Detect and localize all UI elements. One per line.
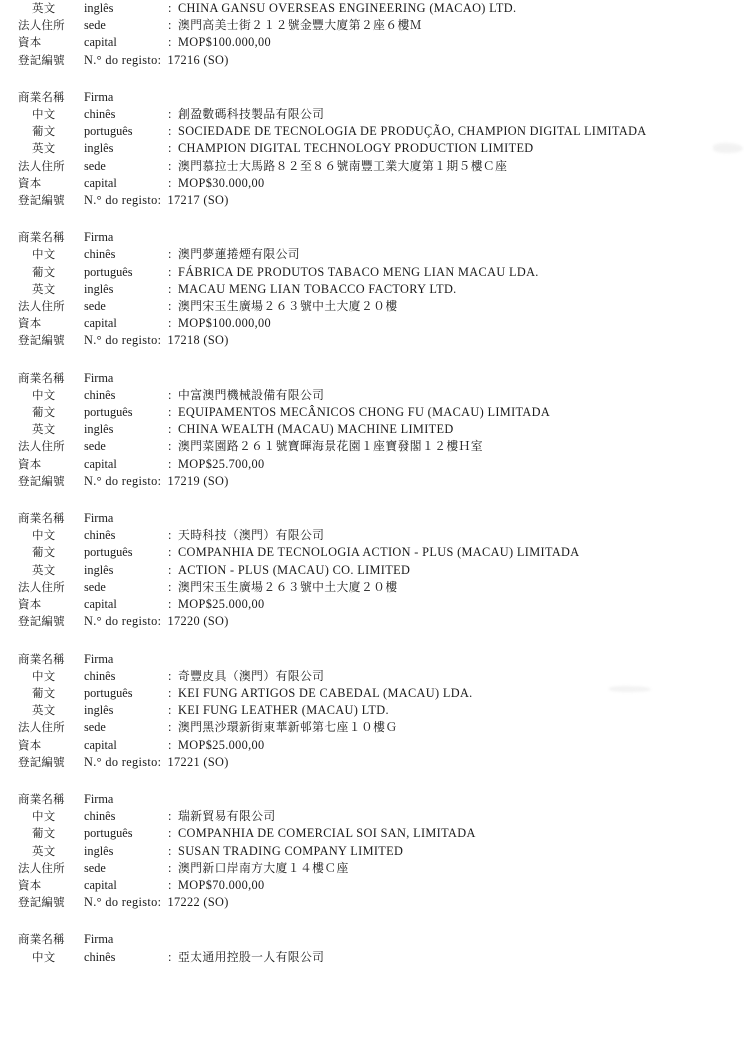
registo-value: 17216 (SO) [167,52,229,67]
capital-label-cn: 資本 [18,737,42,752]
firma-row [18,651,744,668]
firma-label-pt: Firma [84,791,114,806]
chinese-label-cn: 中文 [32,387,56,402]
capital-label-cn: 資本 [18,35,42,50]
capital-row [18,877,744,894]
sede-label-pt: sede [84,720,106,735]
portuguese-name-row [18,123,744,140]
chinese-name-value: 亞太通用控股一人有限公司 [178,949,325,964]
firma-row [18,510,744,527]
capital-label-pt: capital [84,597,117,612]
firma-label-cn: 商業名稱 [18,511,65,526]
registo-row [18,192,744,209]
firma-row [18,89,744,106]
chinese-label-pt: chinês [84,247,116,262]
registo-label-pt: N.° do registo: [84,895,162,910]
firma-label-pt: Firma [84,511,114,526]
english-label-cn: 英文 [32,422,56,437]
portuguese-name-value: SOCIEDADE DE TECNOLOGIA DE PRODUÇÃO, CHAMPION DIGITAL LIMITADA [178,124,647,139]
colon: : [168,387,172,402]
registo-label-pt: N.° do registo: [84,333,162,348]
registo-label-cn: 登記編號 [18,333,65,348]
firma-label-pt: Firma [84,89,114,104]
sede-label-pt: sede [84,439,106,454]
colon: : [168,107,172,122]
sede-label-pt: sede [84,158,106,173]
english-name-row [18,702,744,719]
chinese-name-value: 天時科技（澳門）有限公司 [178,528,325,543]
portuguese-name-row [18,264,744,281]
sede-value: 澳門宋玉生廣場２６３號中土大廈２０樓 [178,579,398,594]
chinese-label-cn: 中文 [32,949,56,964]
capital-label-cn: 資本 [18,175,42,190]
sede-label-cn: 法人住所 [18,579,65,594]
sede-row [18,158,744,175]
portuguese-name-row [18,825,744,842]
english-label-cn: 英文 [32,1,56,15]
chinese-label-cn: 中文 [32,528,56,543]
scan-artifact [609,686,651,692]
portuguese-name-value: COMPANHIA DE TECNOLOGIA ACTION - PLUS (MACAU) LIMITADA [178,545,580,560]
sede-row [18,579,744,596]
company-entry [0,931,744,965]
colon: : [168,809,172,824]
chinese-name-value: 奇豐皮具（澳門）有限公司 [178,668,325,683]
capital-value: MOP$25.700,00 [178,456,265,471]
chinese-name-value: 瑞新貿易有限公司 [178,809,276,824]
sede-value: 澳門新口岸南方大廈１４樓Ｃ座 [178,860,349,875]
sede-label-pt: sede [84,299,106,314]
registo-row [18,754,744,771]
colon: : [168,949,172,964]
company-entry [0,370,744,490]
english-name-row [18,140,744,157]
capital-value: MOP$25.000,00 [178,737,265,752]
company-entry [0,229,744,349]
registo-label-pt: N.° do registo: [84,473,162,488]
portuguese-label-cn: 葡文 [32,405,56,420]
sede-label-pt: sede [84,860,106,875]
english-label-pt: inglês [84,843,114,858]
capital-label-pt: capital [84,35,117,50]
portuguese-label-pt: português [84,405,133,420]
chinese-label-cn: 中文 [32,668,56,683]
sede-row [18,298,744,315]
colon: : [168,826,172,841]
chinese-label-pt: chinês [84,809,116,824]
portuguese-label-cn: 葡文 [32,826,56,841]
registo-label-cn: 登記編號 [18,193,65,208]
colon: : [168,860,172,875]
portuguese-label-cn: 葡文 [32,545,56,560]
registo-row [18,332,744,349]
chinese-name-row [18,668,744,685]
registo-row [18,894,744,911]
firma-label-cn: 商業名稱 [18,89,65,104]
capital-row [18,596,744,613]
firma-label-cn: 商業名稱 [18,791,65,806]
colon: : [168,737,172,752]
capital-label-pt: capital [84,175,117,190]
chinese-label-pt: chinês [84,668,116,683]
sede-label-pt: sede [84,579,106,594]
registo-label-cn: 登記編號 [18,614,65,629]
english-name-row [18,843,744,860]
english-name-row [18,562,744,579]
chinese-name-row [18,808,744,825]
sede-label-cn: 法人住所 [18,18,65,33]
colon: : [168,545,172,560]
registo-row [18,473,744,490]
colon: : [168,720,172,735]
chinese-name-row [18,949,744,966]
portuguese-label-pt: português [84,826,133,841]
registo-value: 17217 (SO) [167,193,229,208]
english-label-cn: 英文 [32,703,56,718]
english-label-cn: 英文 [32,141,56,156]
colon: : [168,703,172,718]
chinese-name-value: 創盈數碼科技製品有限公司 [178,107,325,122]
colon: : [168,247,172,262]
capital-row [18,175,744,192]
portuguese-name-row [18,404,744,421]
registo-value: 17222 (SO) [167,895,229,910]
capital-label-pt: capital [84,877,117,892]
colon: : [168,141,172,156]
capital-value: MOP$70.000,00 [178,877,265,892]
sede-value: 澳門黑沙環新街東華新邨第七座１０樓Ｇ [178,720,398,735]
sede-value: 澳門慕拉士大馬路８２至８６號南豐工業大廈第１期５樓Ｃ座 [178,158,508,173]
company-entry [0,651,744,771]
colon: : [168,158,172,173]
capital-value: MOP$100.000,00 [178,316,272,331]
registo-value: 17221 (SO) [167,754,229,769]
firma-row [18,229,744,246]
colon: : [168,299,172,314]
chinese-label-cn: 中文 [32,107,56,122]
firma-label-pt: Firma [84,651,114,666]
english-label-cn: 英文 [32,843,56,858]
registo-label-pt: N.° do registo: [84,754,162,769]
sede-label-cn: 法人住所 [18,439,65,454]
colon: : [168,264,172,279]
english-label-pt: inglês [84,562,114,577]
capital-label-cn: 資本 [18,316,42,331]
colon: : [168,668,172,683]
company-entry [0,791,744,911]
english-name-row [18,421,744,438]
english-label-pt: inglês [84,422,114,437]
english-name-value: CHAMPION DIGITAL TECHNOLOGY PRODUCTION LIMITED [178,141,534,156]
capital-label-pt: capital [84,316,117,331]
colon: : [168,124,172,139]
portuguese-label-cn: 葡文 [32,264,56,279]
capital-label-cn: 資本 [18,597,42,612]
portuguese-label-pt: português [84,545,133,560]
chinese-name-row [18,106,744,123]
sede-label-cn: 法人住所 [18,860,65,875]
chinese-label-pt: chinês [84,949,116,964]
english-label-pt: inglês [84,1,114,15]
portuguese-label-cn: 葡文 [32,685,56,700]
sede-row [18,719,744,736]
company-entry [0,89,744,209]
english-label-cn: 英文 [32,562,56,577]
portuguese-name-value: EQUIPAMENTOS MECÂNICOS CHONG FU (MACAU) LIMITADA [178,405,551,420]
colon: : [168,281,172,296]
registo-label-cn: 登記編號 [18,473,65,488]
sede-row [18,860,744,877]
colon: : [168,843,172,858]
capital-row [18,315,744,332]
registo-value: 17218 (SO) [167,333,229,348]
colon: : [168,579,172,594]
english-name-row [18,0,744,17]
portuguese-name-value: KEI FUNG ARTIGOS DE CABEDAL (MACAU) LDA. [178,685,473,700]
capital-value: MOP$30.000,00 [178,175,265,190]
registo-value: 17220 (SO) [167,614,229,629]
capital-value: MOP$100.000,00 [178,35,272,50]
colon: : [168,597,172,612]
capital-label-pt: capital [84,737,117,752]
sede-row [18,17,744,34]
english-name-value: ACTION - PLUS (MACAU) CO. LIMITED [178,562,411,577]
chinese-name-value: 澳門夢蓮捲煙有限公司 [178,247,300,262]
colon: : [168,316,172,331]
colon: : [168,1,172,15]
portuguese-name-row [18,544,744,561]
firma-label-cn: 商業名稱 [18,230,65,245]
registo-label-pt: N.° do registo: [84,52,162,67]
sede-row [18,438,744,455]
capital-row [18,737,744,754]
capital-label-cn: 資本 [18,456,42,471]
colon: : [168,685,172,700]
portuguese-name-value: FÁBRICA DE PRODUTOS TABACO MENG LIAN MACAU LDA. [178,264,539,279]
english-label-cn: 英文 [32,281,56,296]
firma-row [18,931,744,948]
colon: : [168,439,172,454]
firma-label-pt: Firma [84,932,114,947]
colon: : [168,18,172,33]
registo-label-cn: 登記編號 [18,754,65,769]
colon: : [168,562,172,577]
sede-label-cn: 法人住所 [18,720,65,735]
capital-row [18,34,744,51]
colon: : [168,528,172,543]
portuguese-label-pt: português [84,124,133,139]
chinese-name-row [18,527,744,544]
english-name-value: SUSAN TRADING COMPANY LIMITED [178,843,404,858]
registo-label-cn: 登記編號 [18,52,65,67]
chinese-name-value: 中富澳門機械設備有限公司 [178,387,325,402]
capital-value: MOP$25.000,00 [178,597,265,612]
sede-label-cn: 法人住所 [18,158,65,173]
colon: : [168,405,172,420]
chinese-label-pt: chinês [84,387,116,402]
firma-label-pt: Firma [84,370,114,385]
chinese-label-cn: 中文 [32,247,56,262]
firma-row [18,370,744,387]
colon: : [168,877,172,892]
sede-value: 澳門高美士街２１２號金豐大廈第２座６樓Ｍ [178,18,422,33]
registo-value: 17219 (SO) [167,473,229,488]
english-name-value: KEI FUNG LEATHER (MACAU) LTD. [178,703,389,718]
english-name-row [18,281,744,298]
company-entry [0,0,744,69]
colon: : [168,456,172,471]
chinese-label-pt: chinês [84,528,116,543]
english-label-pt: inglês [84,141,114,156]
sede-value: 澳門菜園路２６１號寶暉海景花園１座寶發閣１２樓Ｈ室 [178,439,483,454]
colon: : [168,35,172,50]
english-label-pt: inglês [84,703,114,718]
colon: : [168,422,172,437]
english-label-pt: inglês [84,281,114,296]
sede-label-cn: 法人住所 [18,299,65,314]
firma-label-cn: 商業名稱 [18,932,65,947]
registo-label-cn: 登記編號 [18,895,65,910]
firma-label-cn: 商業名稱 [18,370,65,385]
capital-row [18,456,744,473]
registo-label-pt: N.° do registo: [84,193,162,208]
english-name-value: CHINA WEALTH (MACAU) MACHINE LIMITED [178,422,454,437]
chinese-label-cn: 中文 [32,809,56,824]
portuguese-label-pt: português [84,685,133,700]
scan-artifact [713,143,743,153]
registo-row [18,613,744,630]
sede-label-pt: sede [84,18,106,33]
english-name-value: CHINA GANSU OVERSEAS ENGINEERING (MACAO) LTD. [178,1,517,15]
capital-label-cn: 資本 [18,877,42,892]
portuguese-label-cn: 葡文 [32,124,56,139]
portuguese-name-value: COMPANHIA DE COMERCIAL SOI SAN, LIMITADA [178,826,476,841]
company-entry [0,510,744,630]
firma-label-cn: 商業名稱 [18,651,65,666]
sede-value: 澳門宋玉生廣場２６３號中土大廈２０樓 [178,299,398,314]
chinese-name-row [18,246,744,263]
portuguese-label-pt: português [84,264,133,279]
colon: : [168,175,172,190]
chinese-label-pt: chinês [84,107,116,122]
firma-row [18,791,744,808]
chinese-name-row [18,387,744,404]
registo-label-pt: N.° do registo: [84,614,162,629]
firma-label-pt: Firma [84,230,114,245]
english-name-value: MACAU MENG LIAN TOBACCO FACTORY LTD. [178,281,457,296]
capital-label-pt: capital [84,456,117,471]
registo-row [18,52,744,69]
